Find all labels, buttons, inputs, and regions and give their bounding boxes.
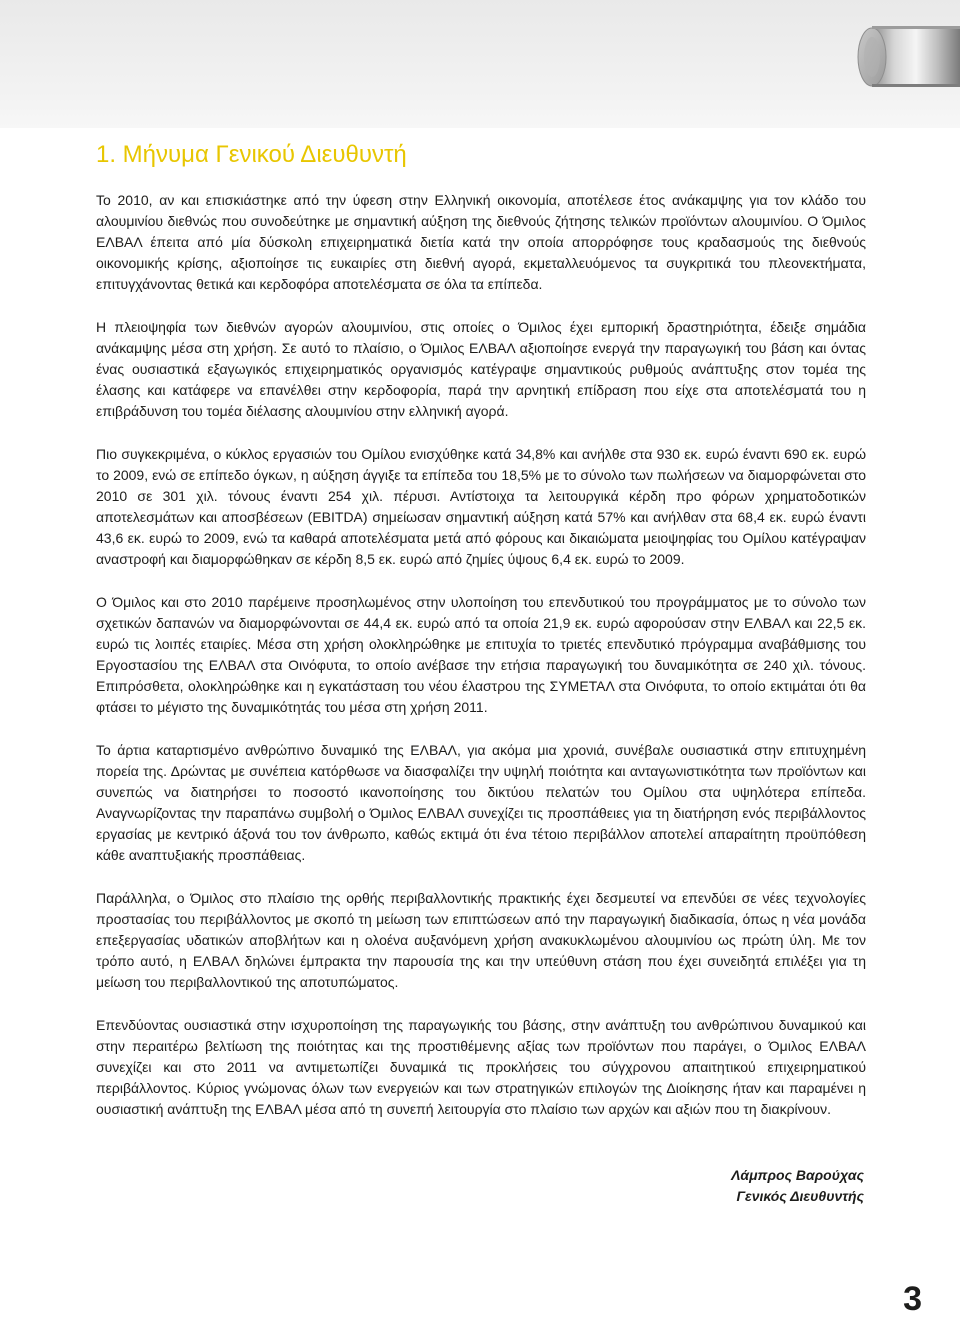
signature-name: Λάμπρος Βαρούχας (731, 1167, 864, 1183)
letter-body (96, 190, 866, 1142)
paragraph-5: Το άρτια καταρτισμένο ανθρώπινο δυναμικό της ΕΛΒΑΛ, για ακόμα μια χρονιά, συνέβαλε ουσιαστικά στην επιτυχημένη πορεία της. Δρώντας με συνέπεια κατόρθωσε να διασφαλίζει την υψηλή ποιότητα και ανταγωνιστικότητα των προϊόντων και συνεπώς να διατηρήσει το ποσοστό ικανοποίησης του δικτύου πελατών του Ομίλου στα υψηλότερα επίπεδα. Αναγνωρίζοντας την παραπάνω συμβολή ο Όμιλος ΕΛΒΑΛ συνεχίζει τις προσπάθειες για τη διατήρηση ενός περιβάλλοντος εργασίας με κεντρικό άξονά του τον άνθρωπο, καθώς εκτιμά ότι ένα τέτοιο περιβάλλον αποτελεί απαραίτητη προϋπόθεση κάθε αναπτυξιακής προσπάθειας. (96, 742, 866, 863)
paragraph-1: Το 2010, αν και επισκιάστηκε από την ύφεση στην Ελληνική οικονομία, αποτέλεσε έτος ανάκαμψης για τον κλάδο του αλουμινίου διεθνώς που συνοδεύτηκε με σημαντική αύξηση της διεθνούς ζήτησης τελικών προϊόντων αλουμινίου. Ο Όμιλος ΕΛΒΑΛ έπειτα από μία δύσκολη επιχειρηματικά διετία κατά την οποία απορρόφησε τους κραδασμούς της διεθνούς οικονομικής κρίσης, αξιοποίησε τις ευκαιρίες στη διεθνή αγορά, εκμεταλλευόμενος τα συγκριτικά του πλεονεκτήματα, επιτυγχάνοντας θετικά και κερδοφόρα αποτελέσματα σε όλα τα επίπεδα. (96, 192, 866, 292)
aluminium-cylinder-icon (842, 8, 960, 106)
paragraph-2: Η πλειοψηφία των διεθνών αγορών αλουμινίου, στις οποίες ο Όμιλος έχει εμπορική δραστηριότητα, έδειξε σημάδια ανάκαμψης μέσα στη χρήση. Σε αυτό το πλαίσιο, ο Όμιλος ΕΛΒΑΛ αξιοποίησε ενεργά την παραγωγική του βάση και όντας ένας ουσιαστικά εξαγωγικός επιχειρηματικός οργανισμός κατέγραψε σημαντικούς ρυθμούς ανάπτυξης στον τομέα της έλασης και κατάφερε να επανέλθει στην κερδοφορία, παρά την αρνητική επίδραση που είχε στα αποτελέσματά του η επιβράδυνση του τομέα διέλασης αλουμινίου στην ελληνική αγορά. (96, 319, 866, 419)
header-band (0, 0, 960, 128)
page-title: 1. Μήνυμα Γενικού Διευθυντή (96, 141, 407, 168)
page-number: 3 (903, 1280, 922, 1318)
signature-role: Γενικός Διευθυντής (736, 1188, 864, 1204)
paragraph-6: Παράλληλα, ο Όμιλος στο πλαίσιο της ορθής περιβαλλοντικής πρακτικής έχει δεσμευτεί να επενδύει σε νέες τεχνολογίες προστασίας του περιβάλλοντος με σκοπό τη μείωση των επιπτώσεων από την παραγωγική διαδικασία, όπως η νέα μονάδα επεξεργασίας υδατικών αποβλήτων και η ολοένα αυξανόμενη χρήση ανακυκλωμένου αλουμινίου ως πρώτη ύλη. Με τον τρόπο αυτό, η ΕΛΒΑΛ δηλώνει έμπρακτα την παρουσία της και την υπεύθυνη στάση που έχει συνειδητά επιλέξει για τη μείωση του περιβαλλοντικού της αποτυπώματος. (96, 890, 866, 990)
paragraph-3: Πιο συγκεκριμένα, ο κύκλος εργασιών του Ομίλου ενισχύθηκε κατά 34,8% και ανήλθε στα 930 εκ. ευρώ έναντι 690 εκ. ευρώ το 2009, ενώ σε επίπεδο όγκων, η αύξηση άγγιξε τα επίπεδα του 18,5% με το σύνολο των πωλήσεων να διαμορφώνεται στο 2010 σε 301 χιλ. τόνους έναντι 254 χιλ. πέρυσι. Αντίστοιχα τα λειτουργικά κέρδη προ φόρων χρηματοδοτικών αποτελεσμάτων και αποσβέσεων (EBITDA) σημείωσαν σημαντική αύξηση κατά 57% και ανήλθαν στα 68,4 εκ. ευρώ έναντι 43,6 εκ. ευρώ το 2009, ενώ τα καθαρά αποτελέσματα μετά από φόρους και δικαιώματα μειοψηφίας του Ομίλου κατέγραψαν αναστροφή και διαμορφώθηκαν σε κέρδη 8,5 εκ. ευρώ από ζημίες ύψους 6,4 εκ. ευρώ το 2009. (96, 446, 866, 567)
paragraph-4: Ο Όμιλος και στο 2010 παρέμεινε προσηλωμένος στην υλοποίηση του επενδυτικού του προγράμματος με το σύνολο των σχετικών δαπανών να διαμορφώνονται σε 44,4 εκ. ευρώ από τα οποία 21,9 εκ. ευρώ αφορούσαν στην ΕΛΒΑΛ και 22,5 εκ. ευρώ τις λοιπές εταιρίες. Μέσα στη χρήση ολοκληρώθηκε με επιτυχία το τριετές επενδυτικό πρόγραμμα αναβάθμισης του Εργοστασίου της ΕΛΒΑΛ στα Οινόφυτα, το οποίο ανέβασε την ετήσια παραγωγική του δυναμικότητα σε 240 χιλ. τόνους. Επιπρόσθετα, ολοκληρώθηκε και η εγκατάσταση του νέου έλαστρου της ΣΥΜΕΤΑΛ στα Οινόφυτα, το οποίο εκτιμάται ότι θα φτάσει το μέγιστο της δυναμικότητάς του μέσα στη χρήση 2011. (96, 594, 866, 715)
paragraph-7: Επενδύοντας ουσιαστικά στην ισχυροποίηση της παραγωγικής του βάσης, στην ανάπτυξη του ανθρώπινου δυναμικού και στην περαιτέρω βελτίωση της ποιότητας και της προστιθέμενης αξίας των προϊόντων που παράγει, ο Όμιλος ΕΛΒΑΛ συνεχίζει και στο 2011 να αντιμετωπίζει δυναμικά τις προκλήσεις του σύγχρονου απαιτητικού επιχειρηματικού περιβάλλοντος. Κύριος γνώμονας όλων των ενεργειών και των στρατηγικών επιλογών της Διοίκησης ήταν και παραμένει η ουσιαστική ανάπτυξη της ΕΛΒΑΛ μέσα από τη συνεπή λειτουργία στο πλαίσιο των αρχών και αξιών που τη διακρίνουν. (96, 1017, 866, 1117)
